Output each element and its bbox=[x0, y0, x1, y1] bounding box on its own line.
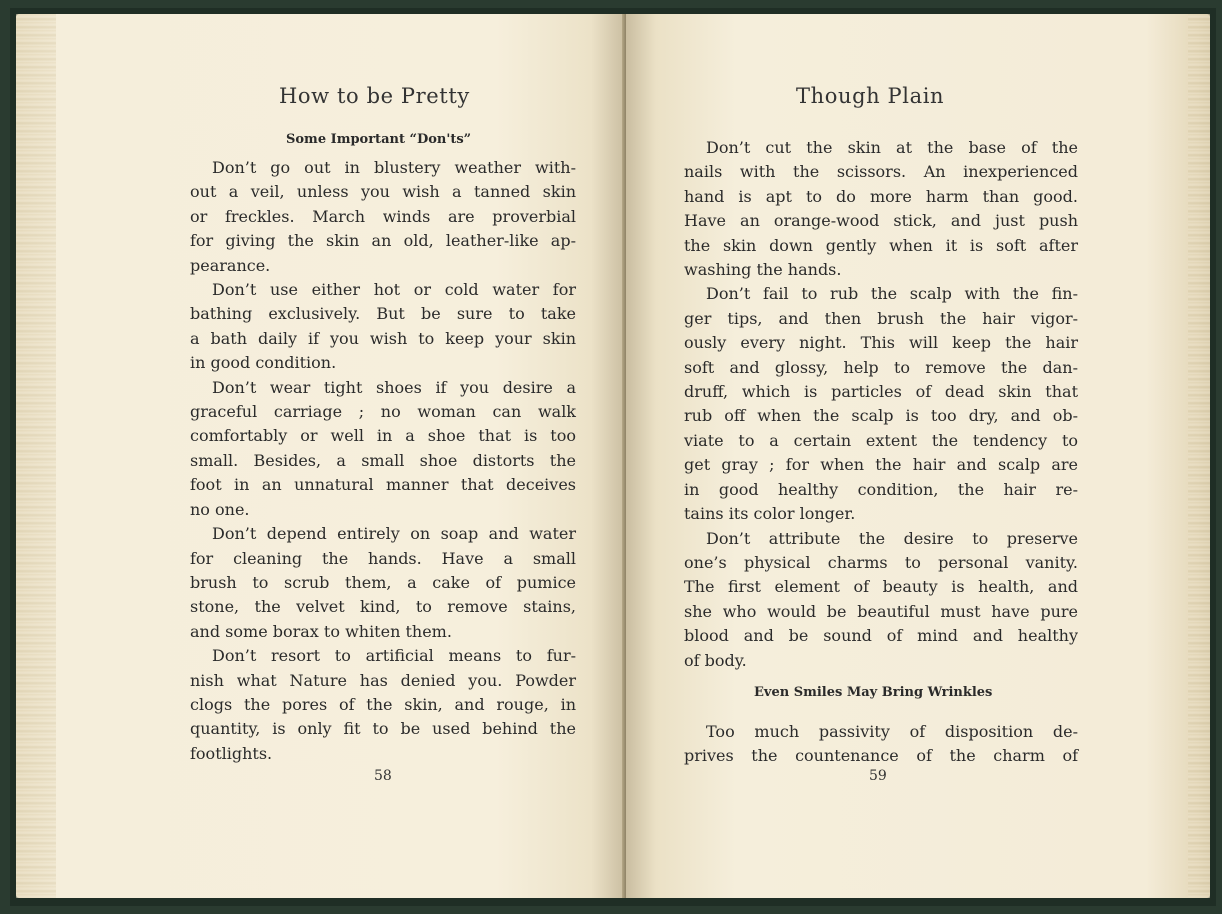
text-line: in good healthy condition, the hair re- bbox=[684, 479, 1078, 499]
text-line: get gray ; for when the hair and scalp are bbox=[684, 455, 1078, 475]
text-line: ously every night. This will keep the hair bbox=[684, 333, 1078, 353]
text-line: soft and glossy, help to remove the dan- bbox=[684, 357, 1078, 377]
text-line: hand is apt to do more harm than good. bbox=[684, 186, 1078, 206]
text-line: nish what Nature has denied you. Powder bbox=[190, 670, 576, 690]
text-line: prives the countenance of the charm of bbox=[684, 746, 1078, 766]
text-line: no one. bbox=[190, 499, 250, 519]
text-line: viate to a certain extent the tendency to bbox=[684, 430, 1078, 450]
text-line: Too much passivity of disposition de- bbox=[706, 722, 1078, 741]
text-line: Don’t resort to artificial means to fur- bbox=[212, 646, 576, 666]
page-number: 59 bbox=[869, 768, 887, 784]
text-line: tains its color longer. bbox=[684, 504, 856, 524]
page-edge bbox=[1188, 14, 1210, 898]
body-text bbox=[190, 156, 576, 766]
text-line: Don’t attribute the desire to preserve bbox=[706, 528, 1078, 548]
text-line: the skin down gently when it is soft after bbox=[684, 235, 1078, 255]
text-line: The first element of beauty is health, and bbox=[684, 577, 1078, 597]
text-line: Don’t go out in blustery weather with- bbox=[212, 158, 576, 177]
running-head: How to be Pretty bbox=[279, 84, 470, 108]
left-page bbox=[16, 14, 626, 898]
text-line: comfortably or well in a shoe that is too bbox=[190, 426, 576, 446]
right-page bbox=[626, 14, 1210, 898]
page-number: 58 bbox=[374, 768, 392, 784]
text-line: in good condition. bbox=[190, 353, 337, 373]
text-line: of body. bbox=[684, 650, 747, 670]
text-line: one’s physical charms to personal vanity. bbox=[684, 552, 1078, 572]
text-line: foot in an unnatural manner that deceives bbox=[190, 475, 576, 495]
text-line: pearance. bbox=[190, 255, 271, 275]
text-line: ger tips, and then brush the hair vigor- bbox=[684, 308, 1078, 328]
text-line: and some borax to whiten them. bbox=[190, 621, 452, 641]
text-line: Don’t fail to rub the scalp with the fin- bbox=[706, 284, 1078, 304]
text-line: stone, the velvet kind, to remove stains, bbox=[190, 597, 576, 617]
text-line: rub off when the scalp is too dry, and ob- bbox=[684, 406, 1078, 426]
text-line: a bath daily if you wish to keep your skin bbox=[190, 328, 576, 348]
text-line: for giving the skin an old, leather-like ap- bbox=[190, 231, 576, 251]
text-line: clogs the pores of the skin, and rouge, in bbox=[190, 694, 576, 714]
section-heading: Some Important “Don'ts” bbox=[286, 132, 472, 147]
body-text bbox=[684, 136, 1078, 673]
running-head: Though Plain bbox=[796, 84, 945, 108]
text-line: blood and be sound of mind and healthy bbox=[684, 626, 1078, 646]
text-line: Don’t depend entirely on soap and water bbox=[212, 524, 576, 544]
text-line: Don’t wear tight shoes if you desire a bbox=[212, 377, 576, 397]
open-book bbox=[10, 8, 1216, 906]
text-line: druff, which is particles of dead skin that bbox=[684, 382, 1078, 402]
body-text bbox=[684, 720, 1078, 769]
text-line: brush to scrub them, a cake of pumice bbox=[190, 572, 576, 592]
text-line: nails with the scissors. An inexperienced bbox=[684, 162, 1078, 182]
text-line: she who would be beautiful must have pure bbox=[684, 601, 1078, 621]
text-line: for cleaning the hands. Have a small bbox=[190, 548, 576, 568]
text-line: quantity, is only fit to be used behind the bbox=[190, 719, 576, 739]
text-line: bathing exclusively. But be sure to take bbox=[190, 304, 576, 324]
text-line: or freckles. March winds are proverbial bbox=[190, 206, 576, 226]
text-line: washing the hands. bbox=[684, 260, 842, 280]
text-line: graceful carriage ; no woman can walk bbox=[190, 402, 576, 422]
text-line: Have an orange-wood stick, and just push bbox=[684, 211, 1078, 231]
section-heading: Even Smiles May Bring Wrinkles bbox=[754, 685, 993, 700]
text-line: small. Besides, a small shoe distorts the bbox=[190, 450, 576, 470]
text-line: Don’t use either hot or cold water for bbox=[212, 280, 576, 300]
text-line: footlights. bbox=[190, 743, 273, 763]
text-line: Don’t cut the skin at the base of the bbox=[706, 138, 1078, 157]
page-edge bbox=[16, 14, 56, 898]
text-line: out a veil, unless you wish a tanned skin bbox=[190, 182, 576, 202]
